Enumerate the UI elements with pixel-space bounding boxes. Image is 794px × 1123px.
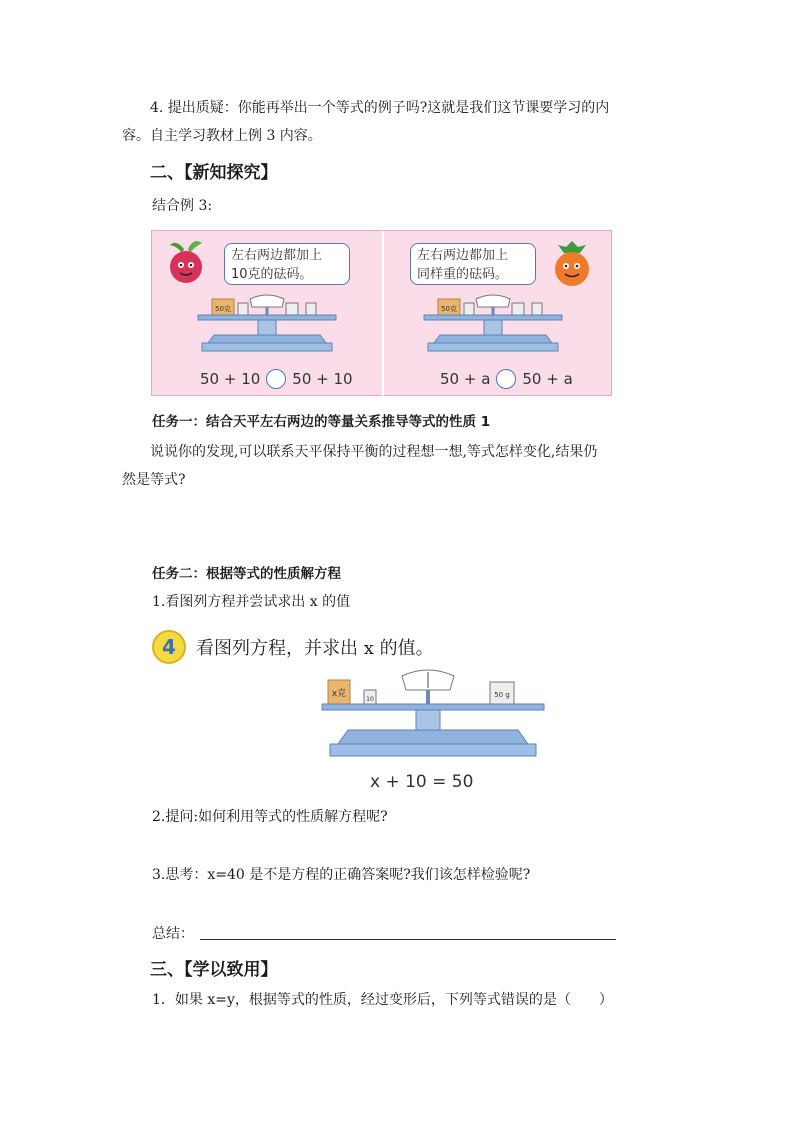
- right-equation: [440, 369, 573, 389]
- right-box-label: 50克: [441, 305, 457, 313]
- left-equation: [200, 369, 353, 389]
- example-3-figure: [151, 230, 612, 396]
- left-eq-right-side: 50 + 10: [292, 370, 353, 388]
- task-2-question-3: 3.思考：x=40 是不是方程的正确答案呢?我们该怎样检验呢?: [152, 867, 531, 883]
- task-1-line-2: 然是等式?: [122, 472, 186, 488]
- fifty-weight-label: 50 g: [494, 691, 510, 699]
- section-2-heading: 二、【新知探究】: [150, 163, 278, 183]
- radish-character-icon: [162, 237, 210, 289]
- ten-weight-label: 10: [366, 696, 374, 703]
- task-2-question-1: 1.看图列方程并尝试求出 x 的值: [152, 594, 351, 610]
- left-bubble-line-1: 左右两边都加上: [231, 248, 323, 263]
- right-eq-blank-circle[interactable]: [496, 369, 516, 389]
- intro-line-2: 容。自主学习教材上例 3 内容。: [122, 128, 322, 144]
- left-eq-left-side: 50 + 10: [200, 370, 261, 388]
- right-eq-right-side: 50 + a: [522, 370, 573, 388]
- left-box-label: 50克: [215, 305, 231, 313]
- example-4-header: [152, 630, 434, 664]
- left-bubble-line-2: 10克的砝码。: [231, 267, 313, 282]
- left-balance-scale: [188, 293, 346, 361]
- left-eq-blank-circle[interactable]: [266, 369, 286, 389]
- right-speech-bubble: [410, 243, 536, 285]
- example-4-equation: x + 10 = 50: [370, 772, 474, 792]
- tomato-character-icon: [546, 239, 598, 291]
- example-4-instruction: 看图列方程，并求出 x 的值。: [196, 638, 434, 659]
- intro-line-1: 4. 提出质疑：你能再举出一个等式的例子吗?这就是我们这节课要学习的内: [150, 100, 610, 116]
- summary-label: 总结：: [152, 926, 194, 942]
- combine-label: 结合例 3:: [152, 198, 213, 214]
- task-1-title: 任务一：结合天平左右两边的等量关系推导等式的性质 1: [152, 414, 491, 430]
- task-2-title: 任务二：根据等式的性质解方程: [152, 566, 341, 582]
- summary-answer-line[interactable]: [200, 938, 616, 940]
- section-3-question-1: 1．如果 x=y，根据等式的性质，经过变形后，下列等式错误的是（ ）: [152, 992, 613, 1008]
- section-3-heading: 三、【学以致用】: [150, 960, 278, 980]
- example-number-badge: 4: [152, 630, 186, 664]
- task-1-line-1: 说说你的发现,可以联系天平保持平衡的过程想一想,等式怎样变化,结果仍: [150, 444, 598, 460]
- right-bubble-line-1: 左右两边都加上: [417, 248, 509, 263]
- example-4-balance-scale: [318, 664, 548, 764]
- right-balance-scale: [414, 293, 572, 361]
- left-speech-bubble: [224, 243, 350, 285]
- figure-divider: [382, 231, 384, 397]
- right-eq-left-side: 50 + a: [440, 370, 491, 388]
- task-2-question-2: 2.提问:如何利用等式的性质解方程呢?: [152, 809, 388, 825]
- x-box-label: x克: [331, 689, 347, 699]
- right-bubble-line-2: 同样重的砝码。: [417, 267, 509, 282]
